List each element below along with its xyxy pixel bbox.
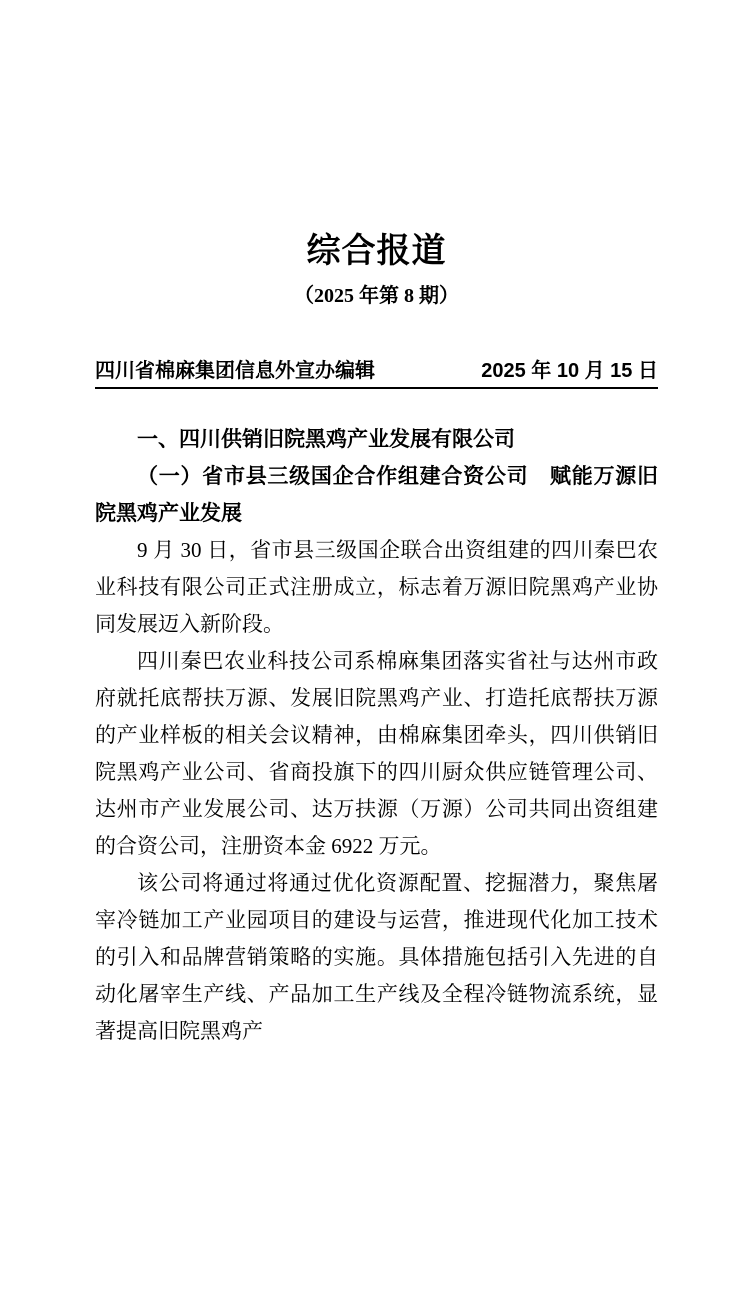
section-heading: 一、四川供销旧院黑鸡产业发展有限公司 bbox=[137, 428, 515, 451]
body-paragraph: 该公司将通过将通过优化资源配置、挖掘潜力，聚焦屠宰冷链加工产业园项目的建设与运营，推进现代化加工技术的引入和品牌营销策略的实施。具体措施包括引入先进的自动化屠宰生产线、产品加工生产线及全程冷链物流系统，显著提高旧院黑鸡产 bbox=[95, 871, 658, 1043]
body-paragraph: 四川秦巴农业科技公司系棉麻集团落实省社与达州市政府就托底帮扶万源、发展旧院黑鸡产业、打造托底帮扶万源的产业样板的相关会议精神，由棉麻集团牵头，四川供销旧院黑鸡产业公司、省商投旗下的四川厨众供应链管理公司、达州市产业发展公司、达万扶源（万源）公司共同出资组建的合资公司，注册资本金 6922 万元。 bbox=[95, 649, 658, 858]
subsection-heading: （一）省市县三级国企合作组建合资公司 赋能万源旧院黑鸡产业发展 bbox=[95, 464, 658, 525]
document-page bbox=[0, 230, 750, 1290]
doc-title: 综合报道 bbox=[306, 232, 447, 270]
document-body bbox=[95, 421, 658, 1050]
doc-issue-number: （2025 年第 8 期） bbox=[294, 285, 459, 307]
editor-name: 四川省棉麻集团信息外宣办编辑 bbox=[95, 360, 375, 382]
body-paragraph: 9 月 30 日，省市县三级国企联合出资组建的四川秦巴农业科技有限公司正式注册成立，标志着万源旧院黑鸡产业协同发展迈入新阶段。 bbox=[95, 538, 658, 636]
editor-dateline-row bbox=[95, 358, 658, 389]
publish-date: 2025 年 10 月 15 日 bbox=[481, 360, 658, 382]
